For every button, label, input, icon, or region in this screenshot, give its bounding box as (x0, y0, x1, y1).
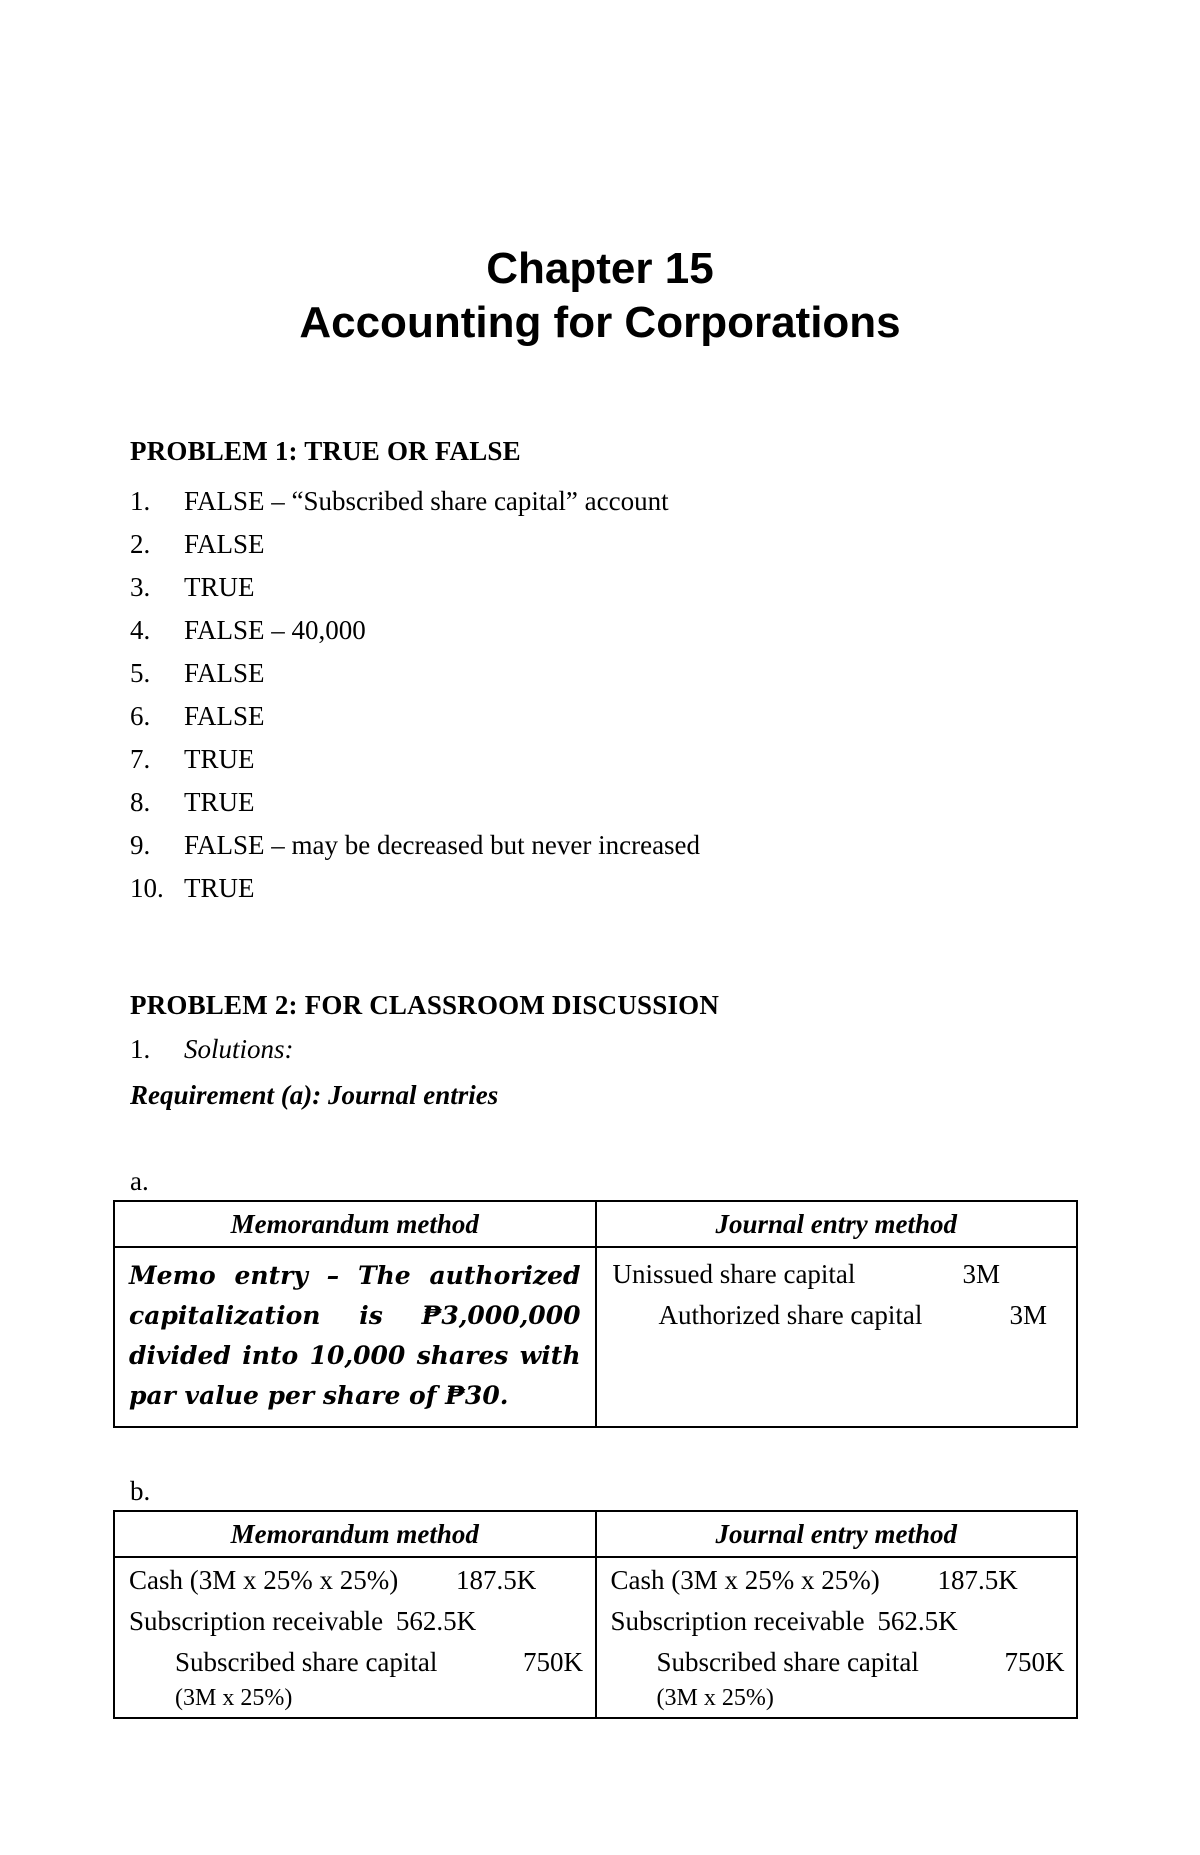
problem2-heading: PROBLEM 2: FOR CLASSROOM DISCUSSION (130, 990, 720, 1020)
memo-debit-line: Cash (3M x 25% x 25%) 187.5K (129, 1565, 537, 1595)
list-item: 9. FALSE – may be decreased but never increased (130, 830, 701, 860)
memo-entry-text: Memo entry – The authorized capitalization is ₱3,000,000 divided into 10,000 shares with par value per share of ₱30. (129, 1261, 581, 1410)
requirement-heading: Requirement (a): Journal entries (130, 1080, 499, 1110)
memo-cell (114, 1247, 596, 1427)
true-false-list (130, 480, 700, 910)
memorandum-method-header: Memorandum method (114, 1201, 596, 1247)
chapter-title: Accounting for Corporations (299, 298, 901, 347)
table-b (113, 1510, 1078, 1719)
list-item: 10. TRUE (130, 873, 255, 903)
journal-note: (3M x 25%) (656, 1685, 774, 1711)
memorandum-method-header: Memorandum method (114, 1511, 596, 1557)
list-item: 6. FALSE (130, 701, 265, 731)
list-item: 4. FALSE – 40,000 (130, 615, 366, 645)
journal-cell (596, 1557, 1078, 1718)
journal-debit-line: Unissued share capital 3M (612, 1259, 1001, 1289)
problem1-heading: PROBLEM 1: TRUE OR FALSE (130, 436, 521, 466)
journal-debit-line: Cash (3M x 25% x 25%) 187.5K (610, 1565, 1018, 1595)
memo-debit-line: Subscription receivable 562.5K (129, 1606, 477, 1636)
table-a-label: a. (130, 1166, 149, 1196)
table-a (113, 1200, 1078, 1428)
solutions-line: 1. Solutions: (130, 1034, 294, 1064)
journal-entry-method-header: Journal entry method (596, 1201, 1078, 1247)
memo-note: (3M x 25%) (175, 1685, 293, 1711)
journal-credit-line: Authorized share capital 3M (658, 1300, 1048, 1330)
memo-cell (114, 1557, 596, 1718)
journal-debit-line: Subscription receivable 562.5K (610, 1606, 958, 1636)
memo-credit-line: Subscribed share capital 750K (175, 1647, 583, 1677)
journal-credit-line: Subscribed share capital 750K (656, 1647, 1065, 1677)
list-item: 5. FALSE (130, 658, 265, 688)
list-item: 1. FALSE – “Subscribed share capital” account (130, 486, 669, 516)
journal-cell (596, 1247, 1078, 1427)
list-item: 2. FALSE (130, 529, 265, 559)
chapter-number: Chapter 15 (486, 244, 714, 293)
list-item: 7. TRUE (130, 744, 255, 774)
list-item: 3. TRUE (130, 572, 255, 602)
table-b-label: b. (130, 1476, 151, 1506)
journal-entry-method-header: Journal entry method (596, 1511, 1078, 1557)
list-item: 8. TRUE (130, 787, 255, 817)
